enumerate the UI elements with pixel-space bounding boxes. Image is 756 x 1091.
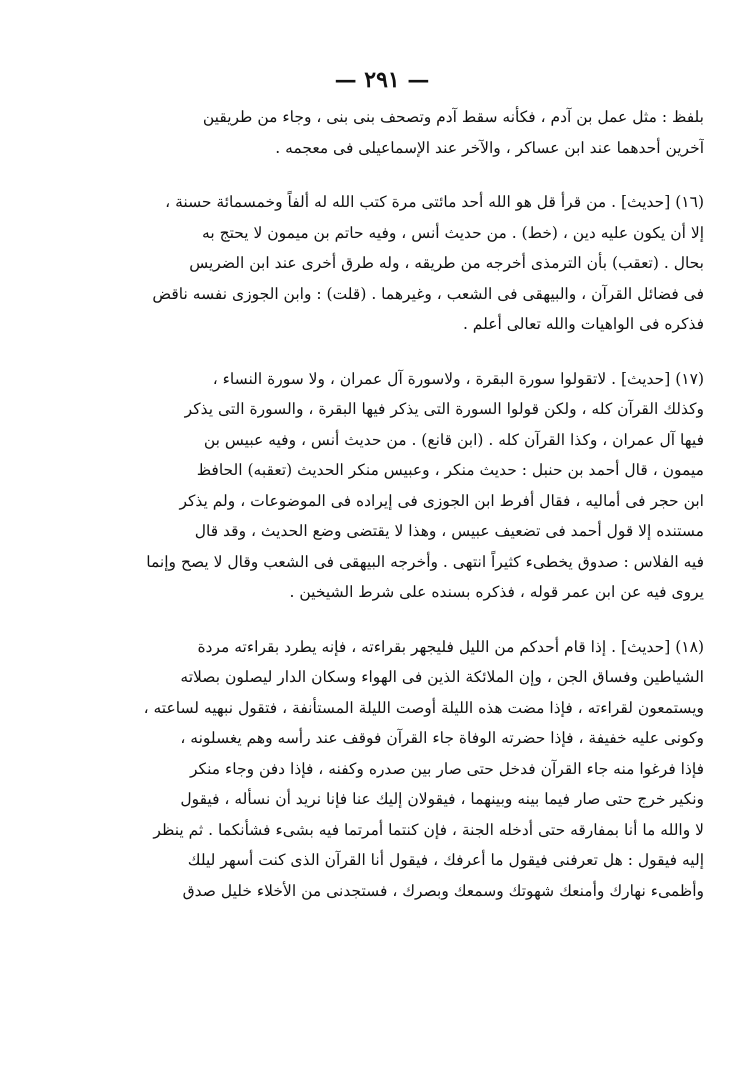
text-line: (١٨) [حديث] . إذا قام أحدكم من الليل فليجهر بقراءته ، فإنه يطرد بقراءته مردة (197, 637, 704, 656)
text-line: فإذا فرغوا منه جاء القرآن فدخل حتى صار بين صدره وكفنه ، فإذا دفن وجاء منكر (189, 759, 704, 778)
text-line: فيه الفلاس : صدوق يخطىء كثيراً انتهى . وأخرجه البيهقى فى الشعب وقال لا يصح وإنما (146, 552, 704, 571)
text-line: فذكره فى الواهيات والله تعالى أعلم . (462, 315, 704, 333)
paragraph-continuation (60, 102, 704, 163)
text-line: ونكير خرج حتى صار فيما بينه وبينهما ، فيقولان إليك عنا فإنا نريد أن نسأله ، فيقول (180, 790, 704, 808)
text-line: لا والله ما أنا بمفارقه حتى أدخله الجنة ، فإن كنتما أمرتما فيه بشىء فشأنكما . ثم ينظر (153, 820, 704, 839)
text-line: يروى فيه عن ابن عمر قوله ، فذكره بسنده على شرط الشيخين . (289, 583, 704, 601)
text-line: إلا أن يكون عليه دين ، (خط) . من حديث أنس ، وفيه حاتم بن ميمون لا يحتج به (202, 223, 704, 242)
text-line: فى فضائل القرآن ، والبيهقى فى الشعب ، وغيرهما . (قلت) : وابن الجوزى نفسه ناقض (152, 284, 704, 303)
hadith-18 (60, 632, 704, 907)
text-line: وأظمىء نهارك وأمنعك شهوتك وسمعك وبصرك ، فستجدنى من الأخلاء خليل صدق (182, 881, 704, 900)
text-line: بحال . (تعقب) بأن الترمذى أخرجه من طريقه ، وله طرق أخرى عند ابن الضريس (189, 254, 704, 272)
text-line: ويستمعون لقراءته ، فإذا مضت هذه الليلة أوصت الليلة المستأنفة ، فتقول نبهيه لساعته ، (143, 698, 704, 717)
text-line: إليه فيقول : هل تعرفنى فيقول ما أعرفك ، فيقول أنا القرآن الذى كنت أسهر ليلك (187, 851, 704, 869)
text-line: (١٧) [حديث] . لاتقولوا سورة البقرة ، ولاسورة آل عمران ، ولا سورة النساء ، (212, 369, 704, 388)
text-line: فيها آل عمران ، وكذا القرآن كله . (ابن قانع) . من حديث أنس ، وفيه عبيس بن (203, 430, 704, 449)
hadith-16 (60, 187, 704, 340)
text-line: بلفظ : مثل عمل بن آدم ، فكأنه سقط آدم وتصحف بنى بنى ، وجاء من طريقين (202, 108, 704, 126)
text-line: مستنده إلا قول أحمد فى تضعيف عبيس ، وهذا لا يقتضى وضع الحديث ، وقد قال (194, 522, 704, 540)
hadith-17 (60, 364, 704, 608)
book-page (60, 60, 704, 1060)
text-line: وكونى عليه خفيفة ، فإذا حضرته الوفاة جاء القرآن فوقف عند رأسه وهم يغسلونه ، (180, 729, 704, 747)
text-line: ابن حجر فى أماليه ، فقال أفرط ابن الجوزى فى إيراده فى الموضوعات ، ولم يذكر (179, 491, 704, 510)
page-number: — ٢٩١ — (334, 67, 430, 93)
text-line: (١٦) [حديث] . من قرأ قل هو الله أحد مائتى مرة كتب الله له ألفاً وخمسمائة حسنة ، (165, 193, 704, 211)
text-line: ميمون ، قال أحمد بن حنبل : حديث منكر ، وعبيس منكر الحديث (تعقبه) الحافظ (196, 461, 704, 479)
text-line: وكذلك القرآن كله ، ولكن قولوا السورة التى يذكر فيها البقرة ، والسورة التى يذكر (184, 400, 704, 418)
text-line: آخرين أحدهما عند ابن عساكر ، والآخر عند الإسماعيلى فى معجمه . (275, 138, 704, 157)
text-line: الشياطين وفساق الجن ، وإن الملائكة الذين فى الهواء وسكان الدار ليصلون بصلاته (180, 668, 704, 686)
